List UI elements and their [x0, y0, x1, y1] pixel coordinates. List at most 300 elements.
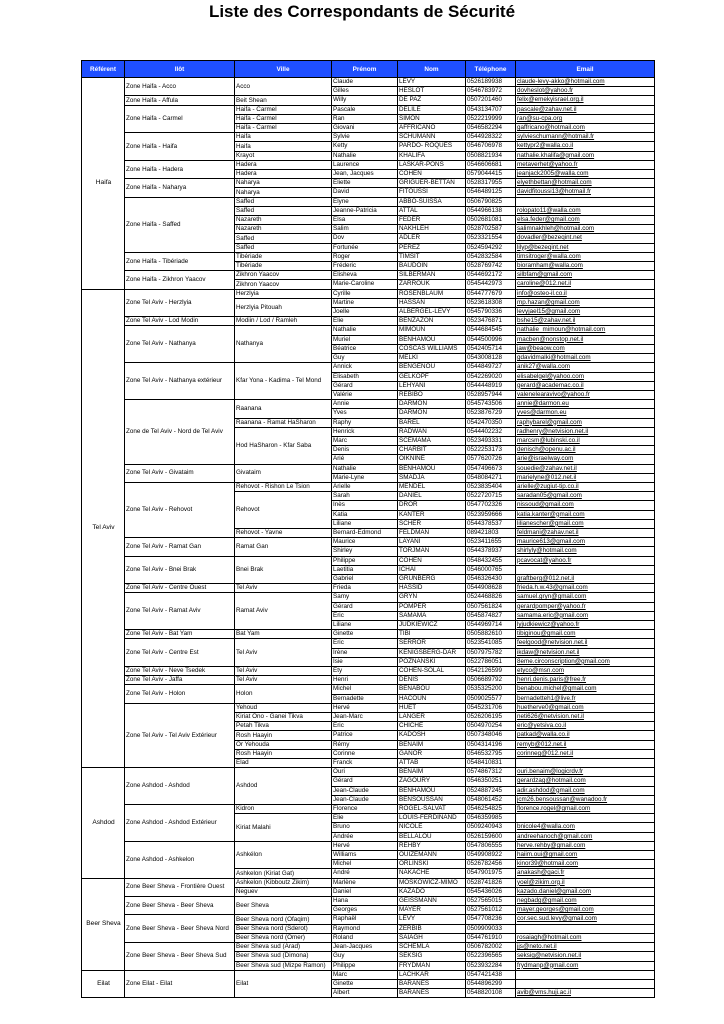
telephone-cell: 0548410831: [466, 759, 516, 768]
prenom-cell: Ginette: [332, 979, 398, 988]
nom-cell: ATTAL: [398, 206, 466, 215]
prenom-cell: Ketty: [332, 142, 398, 151]
prenom-cell: Roger: [332, 252, 398, 261]
prenom-cell: Elie: [332, 814, 398, 823]
ville-cell: Saffed: [235, 243, 332, 252]
nom-cell: CHARBIT: [398, 446, 466, 455]
email-cell[interactable]: henri.denis.paris@free.fr: [516, 676, 655, 685]
email-cell[interactable]: benabou.michel@gmail.com: [516, 685, 655, 694]
email-cell[interactable]: eric@yetsiva.co.il: [516, 722, 655, 731]
nom-cell: BARANES: [398, 979, 466, 988]
prenom-cell: Henrick: [332, 427, 398, 436]
telephone-cell: 0542470350: [466, 418, 516, 427]
ville-cell: Raanana - Ramat HaSharon: [235, 418, 332, 427]
email-cell[interactable]: haiim.oui@gmail.com: [516, 851, 655, 860]
ville-cell: Nazareth: [235, 225, 332, 234]
ilot-cell: Zone Ashdod - Ashdod Extérieur: [125, 805, 235, 842]
ilot-cell: Zone Beer Sheva - Beer Sheva Sud: [125, 943, 235, 971]
nom-cell: MOSKOWICZ-MIMO: [398, 878, 466, 887]
prenom-cell: Nathalie: [332, 464, 398, 473]
email-cell[interactable]: bernadetteh1@live.fr: [516, 694, 655, 703]
ville-cell: Haifa - Carmel: [235, 114, 332, 123]
ville-cell: Nathanya: [235, 326, 332, 363]
email-cell[interactable]: maurice613@gmail.com: [516, 538, 655, 547]
nom-cell: RADWAN: [398, 427, 466, 436]
telephone-cell: 0526206195: [466, 713, 516, 722]
email-cell[interactable]: dovheslot@yahoo.fr: [516, 87, 655, 96]
ville-cell: Saffed: [235, 197, 332, 206]
nom-cell: BENSOUSSAN: [398, 795, 466, 804]
email-cell[interactable]: samama.eric@gmail.com: [516, 611, 655, 620]
email-cell[interactable]: nathalie_mimoun@hotmail.com: [516, 326, 655, 335]
email-cell[interactable]: yoel@zikim.org.il: [516, 878, 655, 887]
email-cell[interactable]: pcavocat@yahoo.fr: [516, 556, 655, 565]
prenom-cell: Laetitia: [332, 565, 398, 574]
nom-cell: GEISSMANN: [398, 897, 466, 906]
email-cell[interactable]: jaw@beaow.com: [516, 344, 655, 353]
nom-cell: BENABOU: [398, 685, 466, 694]
telephone-cell: 0546783972: [466, 87, 516, 96]
nom-cell: ZARROUK: [398, 280, 466, 289]
nom-cell: DARMON: [398, 409, 466, 418]
nom-cell: LAYANI: [398, 538, 466, 547]
prenom-cell: Annick: [332, 363, 398, 372]
table-row: [82, 703, 655, 712]
email-cell[interactable]: remyb@012.net.il: [516, 740, 655, 749]
telephone-cell: 0535325200: [466, 685, 516, 694]
email-cell[interactable]: bioramham@walla.com: [516, 262, 655, 271]
table-row: [82, 556, 655, 565]
prenom-cell: Patrice: [332, 731, 398, 740]
email-cell[interactable]: rosaiagh@hotmail.com: [516, 933, 655, 942]
prenom-cell: Arié: [332, 455, 398, 464]
nom-cell: TORJMAN: [398, 547, 466, 556]
email-cell: [516, 924, 655, 933]
email-cell[interactable]: seksig@netvision.net.il: [516, 952, 655, 961]
nom-cell: KHALIFA: [398, 151, 466, 160]
telephone-cell: 0544908628: [466, 584, 516, 593]
prenom-cell: Jean, Jacques: [332, 170, 398, 179]
ilot-cell: Zone Ashdod - Ashkelon: [125, 841, 235, 878]
table-body: [82, 78, 655, 998]
email-cell[interactable]: timsitroger@walla.com: [516, 252, 655, 261]
email-cell[interactable]: pascale@zahav.net.il: [516, 105, 655, 114]
ilot-cell: Zone Ashdod - Ashdod: [125, 768, 235, 805]
email-cell[interactable]: gdavidmalki@hotmail.com: [516, 354, 655, 363]
prenom-cell: Jean-Claude: [332, 795, 398, 804]
prenom-cell: Nathalie: [332, 151, 398, 160]
telephone-cell: 0507975782: [466, 648, 516, 657]
prenom-cell: Elisabeth: [332, 372, 398, 381]
table-row: [82, 179, 655, 188]
table-row: [82, 841, 655, 850]
email-cell[interactable]: denisch@openu.ac.il: [516, 446, 655, 455]
ilot-cell: Zone Tel Aviv - Jaffa: [125, 676, 235, 685]
email-cell[interactable]: huetherve0@gmail.com: [516, 703, 655, 712]
email-cell[interactable]: tibiginou@gmail.com: [516, 630, 655, 639]
ilot-cell: Zone Tel Aviv - Ramat Aviv: [125, 593, 235, 630]
telephone-cell: 0524887245: [466, 786, 516, 795]
email-cell[interactable]: florence.rogel@gmail.com: [516, 805, 655, 814]
telephone-cell: 0528317955: [466, 179, 516, 188]
email-cell[interactable]: elisabelgel@yahoo.com: [516, 372, 655, 381]
prenom-cell: Muriel: [332, 335, 398, 344]
nom-cell: GRUNBERG: [398, 574, 466, 583]
telephone-cell: 0546706978: [466, 142, 516, 151]
ilot-cell: Zone Haifa - Affula: [125, 96, 235, 105]
table-row: [82, 878, 655, 887]
ville-cell: Ashkelon (Kibboutz Zikim): [235, 878, 332, 887]
email-cell[interactable]: lilianescher@gmail.com: [516, 519, 655, 528]
prenom-cell: Hervé: [332, 703, 398, 712]
email-cell[interactable]: bnicole4@walla.com: [516, 823, 655, 832]
email-cell[interactable]: elyethbettan@hotmail.com: [516, 179, 655, 188]
ville-cell: Herzlyia: [235, 289, 332, 298]
referent-cell: Haifa: [82, 78, 125, 290]
email-cell[interactable]: info@osteo-il.co.il: [516, 289, 655, 298]
email-cell[interactable]: salimnakhleh@hotmail.com: [516, 225, 655, 234]
prenom-cell: Gérard: [332, 381, 398, 390]
email-cell[interactable]: cor.sec.sud.levy@gmail.com: [516, 915, 655, 924]
email-cell[interactable]: jjs@neto.net.il: [516, 943, 655, 952]
nom-cell: DELILE: [398, 105, 466, 114]
prenom-cell: Samy: [332, 593, 398, 602]
ilot-cell: Zone Haifa - Haifa: [125, 133, 235, 161]
referent-cell: Tel Aviv: [82, 289, 125, 768]
email-cell[interactable]: yves@darmon.eu: [516, 409, 655, 418]
email-cell[interactable]: graftberg@012.net.il: [516, 574, 655, 583]
nom-cell: SCHER: [398, 519, 466, 528]
email-cell[interactable]: etyco@msn.com: [516, 667, 655, 676]
nom-cell: OUIZEMANN: [398, 851, 466, 860]
nom-cell: TIMSIT: [398, 252, 466, 261]
email-cell[interactable]: neti626@netvision.net.il: [516, 713, 655, 722]
ville-cell: Petah Tikva: [235, 722, 332, 731]
email-cell[interactable]: marcsm@lubinski.co.il: [516, 436, 655, 445]
nom-cell: ADLER: [398, 234, 466, 243]
table-row: [82, 197, 655, 206]
ville-cell: Tel Aviv: [235, 584, 332, 593]
ville-cell: Hadera: [235, 160, 332, 169]
ville-cell: Rehovot: [235, 492, 332, 529]
email-cell[interactable]: anik27@walla.com: [516, 363, 655, 372]
email-cell[interactable]: rolopato11@walla.com: [516, 206, 655, 215]
email-cell[interactable]: mayer.georges@gmail.com: [516, 906, 655, 915]
email-cell[interactable]: dovadler@bezeqint.net: [516, 234, 655, 243]
prenom-cell: Elsa: [332, 216, 398, 225]
ilot-cell: Zone Haifa - Carmel: [125, 105, 235, 133]
telephone-cell: 0522219999: [466, 114, 516, 123]
table-row: [82, 252, 655, 261]
prenom-cell: Henri: [332, 676, 398, 685]
telephone-cell: 0522720715: [466, 492, 516, 501]
email-cell[interactable]: feelgood@netvision.net.il: [516, 639, 655, 648]
telephone-cell: 0544928322: [466, 133, 516, 142]
nom-cell: DENIS: [398, 676, 466, 685]
nom-cell: SCHUMANN: [398, 133, 466, 142]
prenom-cell: Georges: [332, 906, 398, 915]
nom-cell: BARANES: [398, 989, 466, 998]
table-row: [82, 805, 655, 814]
prenom-cell: Ran: [332, 114, 398, 123]
nom-cell: BENAIM: [398, 740, 466, 749]
nom-cell: BENHAMOU: [398, 464, 466, 473]
ville-cell: Haifa - Carmel: [235, 105, 332, 114]
email-cell[interactable]: felix@emekyisrael.org.il: [516, 96, 655, 105]
email-cell[interactable]: 8eme.circonscription@gmail.com: [516, 657, 655, 666]
ville-cell: Beit Shean: [235, 96, 332, 105]
email-cell[interactable]: sylvieschumann@hotmail.fr: [516, 133, 655, 142]
email-cell[interactable]: frieda.h.w.43@gmail.com: [516, 584, 655, 593]
ville-cell: Tibériade: [235, 262, 332, 271]
nom-cell: SEKSIG: [398, 952, 466, 961]
email-cell[interactable]: ran@su-cpa.org: [516, 114, 655, 123]
nom-cell: HASSID: [398, 584, 466, 593]
ville-cell: Zikhron Yaacov: [235, 271, 332, 280]
email-cell[interactable]: caroline@012.net.il: [516, 280, 655, 289]
prenom-cell: Marlène: [332, 878, 398, 887]
prenom-cell: Jeanne-Patricia: [332, 206, 398, 215]
email-cell[interactable]: saradan05@gmail.com: [516, 492, 655, 501]
email-cell[interactable]: herve.rehby@gmail.com: [516, 841, 655, 850]
email-cell[interactable]: bshe15@zahav.net.il: [516, 317, 655, 326]
email-cell[interactable]: radhenry@netvision.net.il: [516, 427, 655, 436]
telephone-cell: 0545743506: [466, 400, 516, 409]
email-cell[interactable]: gerardpomper@yahoo.fr: [516, 602, 655, 611]
prenom-cell: Béatrice: [332, 344, 398, 353]
email-cell: [516, 759, 655, 768]
email-cell[interactable]: kettypr2@walla.co.il: [516, 142, 655, 151]
email-cell[interactable]: macben@nonstop.net.il: [516, 335, 655, 344]
email-cell[interactable]: metaverhet@yahoo.fr: [516, 160, 655, 169]
telephone-cell: 0544684545: [466, 326, 516, 335]
prenom-cell: Laurence: [332, 160, 398, 169]
prenom-cell: André: [332, 869, 398, 878]
table-row: [82, 897, 655, 906]
telephone-cell: 0542832584: [466, 252, 516, 261]
email-cell[interactable]: lyjudkiewicz@yahoo.fr: [516, 620, 655, 629]
email-cell[interactable]: kazado.daniel@gmail.com: [516, 887, 655, 896]
email-cell[interactable]: claude-levy-akko@hotmail.com: [516, 78, 655, 87]
prenom-cell: Michel: [332, 685, 398, 694]
ville-cell: Kidron: [235, 805, 332, 814]
nom-cell: PEREZ: [398, 243, 466, 252]
table-row: [82, 685, 655, 694]
nom-cell: JUDKIEWICZ: [398, 620, 466, 629]
telephone-cell: 0504314196: [466, 740, 516, 749]
nom-cell: GANOR: [398, 749, 466, 758]
nom-cell: COHEN: [398, 170, 466, 179]
email-cell[interactable]: ouri.benaim@logicrdv.fr: [516, 768, 655, 777]
telephone-cell: 0548820108: [466, 989, 516, 998]
prenom-cell: Nathalie: [332, 326, 398, 335]
telephone-cell: 0528702587: [466, 225, 516, 234]
email-cell[interactable]: arie@israelway.com: [516, 455, 655, 464]
telephone-cell: 0544966138: [466, 206, 516, 215]
email-cell[interactable]: frydmanp@gmail.com: [516, 961, 655, 970]
email-cell[interactable]: ikdaw@netvision.net.il: [516, 648, 655, 657]
email-cell[interactable]: raphybarel@gmail.com: [516, 418, 655, 427]
email-cell[interactable]: elsa.feder@gmail.com: [516, 216, 655, 225]
nom-cell: LEVY: [398, 915, 466, 924]
nom-cell: POMPER: [398, 602, 466, 611]
prenom-cell: Jean-Marc: [332, 713, 398, 722]
email-cell[interactable]: valenelearavivo@yahoo.fr: [516, 390, 655, 399]
email-cell[interactable]: gerardzag@hotmail.com: [516, 777, 655, 786]
email-cell[interactable]: jcm26.bensoussan@wanadoo.fr: [516, 795, 655, 804]
email-cell[interactable]: samuel.gryn@gmail.com: [516, 593, 655, 602]
email-cell[interactable]: levyjael15@gmail.com: [516, 308, 655, 317]
prenom-cell: Eric: [332, 611, 398, 620]
email-cell[interactable]: corinneg@012.net.il: [516, 749, 655, 758]
nom-cell: ATTAB: [398, 759, 466, 768]
telephone-cell: 0507201460: [466, 96, 516, 105]
email-cell[interactable]: nissoud@gmail.com: [516, 501, 655, 510]
ville-cell: Herzlyia Pitouah: [235, 298, 332, 316]
nom-cell: LOUIS-FERDINAND: [398, 814, 466, 823]
ville-cell: Raanana: [235, 400, 332, 418]
email-cell[interactable]: souedie@zahav.net.il: [516, 464, 655, 473]
telephone-cell: 0546532795: [466, 749, 516, 758]
prenom-cell: Raphy: [332, 418, 398, 427]
nom-cell: TIBI: [398, 630, 466, 639]
ilot-cell: Zone Beer Sheva - Beer Sheva Nord: [125, 915, 235, 943]
prenom-cell: Jean-Jacques: [332, 943, 398, 952]
email-cell[interactable]: patkad@walla.co.il: [516, 731, 655, 740]
telephone-cell: 0523476871: [466, 317, 516, 326]
ilot-cell: Zone Beer Sheva - Frontière Ouest: [125, 878, 235, 896]
telephone-cell: 0502681081: [466, 216, 516, 225]
header-prenom: Prénom: [332, 61, 398, 78]
telephone-cell: 0548084271: [466, 473, 516, 482]
email-cell: [516, 197, 655, 206]
prenom-cell: Frieda: [332, 584, 398, 593]
email-cell[interactable]: andreehanoch@gmail.com: [516, 832, 655, 841]
telephone-cell: 0523932284: [466, 961, 516, 970]
email-cell[interactable]: silbfam@gmail.com: [516, 271, 655, 280]
email-cell[interactable]: nathalie.khalifa@gmail.com: [516, 151, 655, 160]
email-cell[interactable]: annie@darmon.eu: [516, 400, 655, 409]
ville-cell: Rehovot - Yavne: [235, 528, 332, 537]
email-cell[interactable]: gaffricano@hotmail.com: [516, 124, 655, 133]
prenom-cell: Elie: [332, 317, 398, 326]
email-cell[interactable]: lilyp@bezeqint.net: [516, 243, 655, 252]
prenom-cell: Martine: [332, 298, 398, 307]
email-cell[interactable]: adir.ashdod@gmail.com: [516, 786, 655, 795]
ville-cell: Kiriat Malahi: [235, 814, 332, 842]
prenom-cell: Liliane: [332, 519, 398, 528]
telephone-cell: 0544378537: [466, 519, 516, 528]
nom-cell: ICHAI: [398, 565, 466, 574]
ville-cell: Beer Sheva nord (Ofaqim): [235, 915, 332, 924]
email-cell[interactable]: katia.kanter@gmail.com: [516, 510, 655, 519]
ville-cell: Kfar Yona - Kadima - Tel Mond: [235, 363, 332, 400]
email-cell[interactable]: marielyne@012.net.il: [516, 473, 655, 482]
ilot-cell: Zone Haifa - Hadera: [125, 160, 235, 178]
email-cell[interactable]: shirlyly@hotmail.com: [516, 547, 655, 556]
nom-cell: SERROR: [398, 639, 466, 648]
nom-cell: POZNANSKI: [398, 657, 466, 666]
email-cell[interactable]: negbadg@gmail.com: [516, 897, 655, 906]
nom-cell: NICOLE: [398, 823, 466, 832]
prenom-cell: Roland: [332, 933, 398, 942]
prenom-cell: Raphaël: [332, 915, 398, 924]
nom-cell: COSCAS WILLIAMS: [398, 344, 466, 353]
email-cell[interactable]: gerard@academac.co.il: [516, 381, 655, 390]
table-row: [82, 768, 655, 777]
nom-cell: GRIGUER-BETTAN: [398, 179, 466, 188]
ville-cell: Bat Yam: [235, 630, 332, 639]
email-cell[interactable]: jeanjack2005@walla.com: [516, 170, 655, 179]
email-cell[interactable]: arielle@zugiut-tip.co.il: [516, 482, 655, 491]
nom-cell: NAKHLEH: [398, 225, 466, 234]
nom-cell: SCEMAMA: [398, 436, 466, 445]
telephone-cell: 0544500996: [466, 335, 516, 344]
table-row: [82, 317, 655, 326]
nom-cell: FRYDMAN: [398, 961, 466, 970]
nom-cell: PARDO- ROQUES: [398, 142, 466, 151]
telephone-cell: 0546489125: [466, 188, 516, 197]
ville-cell: Givataim: [235, 464, 332, 482]
ilot-cell: Zone Eilat - Eilat: [125, 970, 235, 998]
telephone-cell: 0544761910: [466, 933, 516, 942]
nom-cell: ALBERGEL-LEVY: [398, 308, 466, 317]
email-cell[interactable]: mp.hazan@gmail.com: [516, 298, 655, 307]
table-row: [82, 96, 655, 105]
telephone-cell: 0527561012: [466, 906, 516, 915]
prenom-cell: Fréderic: [332, 262, 398, 271]
prenom-cell: Albert: [332, 989, 398, 998]
email-cell[interactable]: avib@vms.huji.ac.il: [516, 989, 655, 998]
email-cell[interactable]: feldmani@zahav.net.il: [516, 528, 655, 537]
telephone-cell: 0544896299: [466, 979, 516, 988]
telephone-cell: 0542405714: [466, 344, 516, 353]
ilot-cell: Zone Tel Aviv - Bat Yam: [125, 630, 235, 639]
ville-cell: Eilat: [235, 970, 332, 998]
prenom-cell: Bernard-Edmond: [332, 528, 398, 537]
prenom-cell: Hana: [332, 897, 398, 906]
ville-cell: Or Yehouda: [235, 740, 332, 749]
prenom-cell: Arielle: [332, 482, 398, 491]
table-row: [82, 538, 655, 547]
nom-cell: BENHAMOU: [398, 335, 466, 344]
nom-cell: ABBO-SUISSA: [398, 197, 466, 206]
table-row: [82, 593, 655, 602]
email-cell: [516, 814, 655, 823]
email-cell[interactable]: kinor39@hotmail.com: [516, 860, 655, 869]
prenom-cell: Claude: [332, 78, 398, 87]
ilot-cell: Zone Tel Aviv - Ramat Gan: [125, 538, 235, 556]
prenom-cell: Willy: [332, 96, 398, 105]
email-cell[interactable]: davidfitoussi13@hotmail.fr: [516, 188, 655, 197]
ville-cell: Acco: [235, 78, 332, 96]
ilot-cell: Zone Tel Aviv - Centre Ouest: [125, 584, 235, 593]
page-title: Liste des Correspondants de Sécurité: [208, 2, 516, 21]
prenom-cell: Sarah: [332, 492, 398, 501]
nom-cell: DROR: [398, 501, 466, 510]
table-row: [82, 271, 655, 280]
ville-cell: Beer Sheva sud (Dimona): [235, 952, 332, 961]
telephone-cell: 0548432455: [466, 556, 516, 565]
nom-cell: DARMON: [398, 400, 466, 409]
prenom-cell: Cyrille: [332, 289, 398, 298]
nom-cell: BENZAZON: [398, 317, 466, 326]
telephone-cell: 0546254825: [466, 805, 516, 814]
referent-cell: Beer Sheva: [82, 878, 125, 970]
telephone-cell: 0547702326: [466, 501, 516, 510]
table-row: [82, 400, 655, 409]
email-cell[interactable]: anakash@gaci.fr: [516, 869, 655, 878]
